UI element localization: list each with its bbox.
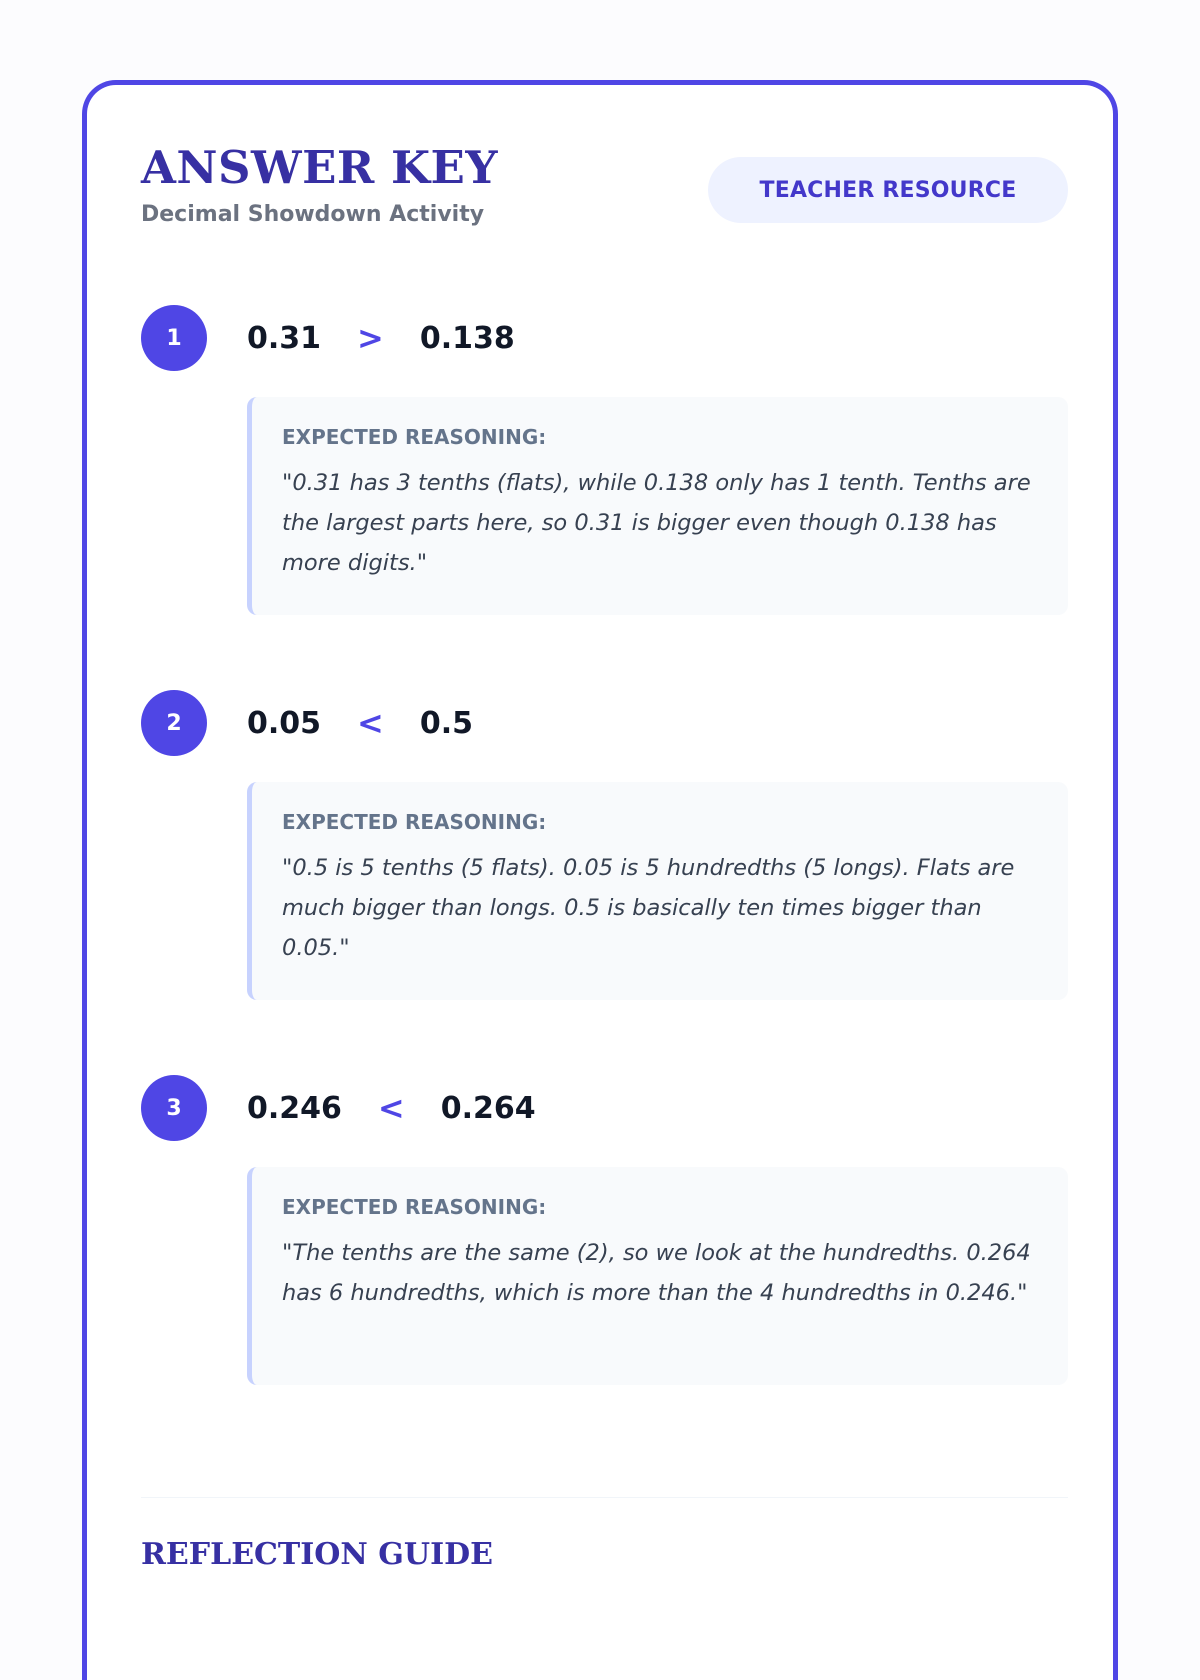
reasoning-text: "0.5 is 5 tenths (5 flats). 0.05 is 5 hundredths (5 longs). Flats are much bigger than longs. 0.5 is basically ten times bigger than 0.05.": [282, 855, 1015, 961]
comparison: [247, 1075, 536, 1141]
right-value: 0.138: [419, 320, 515, 356]
reasoning-label: EXPECTED REASONING:: [282, 425, 547, 449]
right-value: 0.5: [419, 705, 473, 741]
reasoning-label: EXPECTED REASONING:: [282, 1195, 547, 1219]
page-title: ANSWER KEY: [141, 141, 498, 194]
comparison-operator: <: [357, 704, 384, 742]
teacher-resource-badge: TEACHER RESOURCE: [708, 157, 1068, 223]
reasoning-label: EXPECTED REASONING:: [282, 810, 547, 834]
header: [141, 141, 1068, 227]
reasoning-box: [247, 1167, 1068, 1385]
problem-number-badge: 1: [141, 305, 207, 371]
comparison: [247, 305, 515, 371]
right-value: 0.264: [440, 1090, 536, 1126]
reflection-guide-title: REFLECTION GUIDE: [141, 1537, 493, 1572]
problem-number-badge: 2: [141, 690, 207, 756]
comparison-operator: <: [377, 1089, 405, 1127]
reasoning-text: "0.31 has 3 tenths (flats), while 0.138 only has 1 tenth. Tenths are the largest parts here, so 0.31 is bigger even though 0.138 has more digits.": [282, 470, 1031, 576]
comparison-operator: >: [357, 319, 384, 357]
reasoning-box: [247, 782, 1068, 1000]
left-value: 0.31: [247, 320, 322, 356]
left-value: 0.246: [247, 1090, 342, 1126]
left-value: 0.05: [247, 705, 322, 741]
reasoning-text: "The tenths are the same (2), so we look at the hundredths. 0.264 has 6 hundredths, which is more than the 4 hundredths in 0.246.": [282, 1240, 1031, 1306]
comparison: [247, 690, 473, 756]
reasoning-box: [247, 397, 1068, 615]
section-divider: [141, 1497, 1068, 1498]
answer-key-card: [82, 80, 1118, 1680]
problem-number-badge: 3: [141, 1075, 207, 1141]
page-subtitle: Decimal Showdown Activity: [141, 202, 485, 227]
